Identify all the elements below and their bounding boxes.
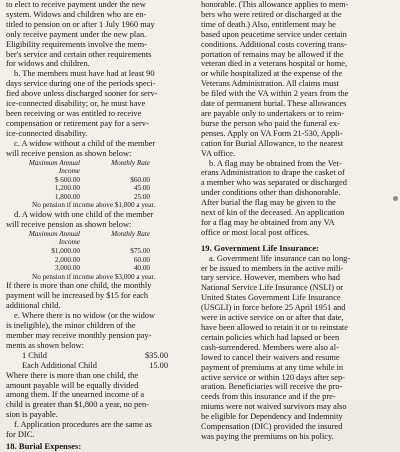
paragraph-line: ice-connected disability; or, he must have (6, 99, 146, 109)
paragraph-line: additional child. (6, 301, 61, 311)
paragraph-line: sion is payable. (6, 410, 58, 420)
paragraph-line: be filed with the VA within 2 years from the (201, 89, 349, 99)
paragraph-line: among them. If the unearned income of a (6, 390, 145, 400)
table-row (6, 184, 188, 193)
paragraph-line: payment of premiums at any time while in (201, 362, 344, 372)
paragraph-line: payment will be increased by $15 for each (6, 291, 149, 301)
table-note: No pension if income above $1,800 a year. (32, 201, 156, 210)
paragraph-line: honorable. (This allowance applies to mem- (201, 0, 349, 9)
table-row (6, 193, 188, 202)
paragraph-line: based upon peacetime service under certain (201, 29, 347, 39)
paragraph-line: er be issued to members in the active mili- (201, 263, 344, 273)
paragraph-line: ice-connected disability. (6, 128, 88, 138)
table-cell-income: $1,000.00 (51, 247, 80, 256)
schedule-row (6, 351, 188, 361)
table-col-header: Maximum Annual Income (28, 229, 80, 247)
table-cell-rate: $60.00 (130, 175, 150, 184)
right-column (201, 0, 384, 442)
paragraph-line: ments as shown below: (6, 340, 84, 350)
paragraph-line: Where there is more than one child, the (6, 370, 139, 380)
paragraph-line: titled to pension on or after 1 July 1960 may (6, 19, 155, 29)
left-column (6, 0, 188, 452)
paragraph-line: b. A flag may be obtained from the Vet- (209, 158, 342, 168)
paragraph-line: for DIC. (6, 430, 35, 440)
paragraph-line: were in active service on or after that date, (201, 313, 344, 323)
table-cell-rate: 60.00 (133, 255, 150, 264)
paragraph-line: e. Where there is no widow (or the widow (14, 311, 156, 321)
table-row (6, 176, 188, 185)
paragraph-line: active service or within 120 days after sep- (201, 372, 345, 382)
paragraph-line: United States Government Life Insurance (201, 293, 341, 303)
paragraph-line: If there is more than one child, the monthly (6, 281, 152, 291)
paragraph-line: days service during one of the periods speci- (6, 79, 156, 89)
table-note: No pension if income above $3,000 a year. (32, 272, 156, 281)
paragraph-line: (USGLI) in force before 25 April 1951 and (201, 303, 346, 313)
schedule-row (6, 361, 188, 371)
table-row (6, 264, 188, 273)
paragraph-line: will receive pension as shown below: (6, 148, 132, 158)
paragraph-line: cash-surrendered. Members were also al- (201, 342, 339, 352)
section-heading: 19. Government Life Insurance: (201, 242, 319, 253)
paragraph-line: to elect to receive payment under the new (6, 0, 146, 9)
paragraph-line: for widows and children. (6, 59, 90, 69)
table-cell-rate: 45.00 (133, 184, 150, 193)
paragraph-line: compensation or retirement pay for a serv- (6, 118, 149, 128)
paragraph-line: miums were not waived survivors may also (201, 402, 347, 412)
table-cell-rate: 40.00 (133, 264, 150, 273)
paragraph-line: National Service Life Insurance (NSLI) or (201, 283, 344, 293)
schedule-label: Each Additional Child (22, 360, 97, 370)
table-col-header: Monthly Rate (111, 158, 150, 167)
table-header (6, 230, 188, 247)
paragraph-line: under conditions other than dishonorable. (201, 188, 341, 198)
table-cell-income: 2,000.00 (54, 255, 80, 264)
paragraph-line: been receiving or was entitled to receive (6, 108, 142, 118)
paragraph-line: amount payable will be equally divided (6, 380, 139, 390)
paragraph-line: After burial the flag may be given to the (201, 198, 336, 208)
paragraph-line: b. The members must have had at least 90 (14, 69, 155, 79)
paragraph-line: fied above unless discharged sooner for serv- (6, 89, 158, 99)
paragraph-line: certain policies which had lapsed or been (201, 332, 340, 342)
schedule-label: 1 Child (22, 350, 47, 360)
schedule-amount: 15.00 (149, 360, 168, 370)
punch-hole-mark (393, 196, 398, 201)
paragraph-line: time of death.) Also, entitlement may be (201, 19, 336, 29)
paragraph-line: or while hospitalized at the expense of the (201, 69, 343, 79)
schedule-amount: $35.00 (144, 350, 168, 360)
paragraph-line: conditions. Additional costs covering trans- (201, 39, 347, 49)
table-cell-rate: 25.00 (133, 192, 150, 201)
paragraph-line: erans Administration to drape the casket of (201, 168, 345, 178)
paragraph-line: burse the person who paid the funeral ex- (201, 118, 340, 128)
paragraph-line: will receive pension as shown below: (6, 219, 132, 229)
paragraph-line: system. Widows and children who are en- (6, 9, 147, 19)
paragraph-line: date of permanent burial. These allowances (201, 99, 347, 109)
paragraph-line: c. A widow without a child of the member (14, 138, 156, 148)
paragraph-line: are payable only to undertakers or to reim- (201, 108, 345, 118)
paragraph-line: a member who was separated or discharged (201, 178, 347, 188)
table-col-header: Monthly Rate (111, 229, 150, 238)
table-cell-income: $ 600.00 (54, 175, 80, 184)
paragraph-line: tary service. However, members who had (201, 273, 340, 283)
table-col-header: Maximum Annual Income (28, 158, 80, 176)
paragraph-line: Veterans Administration. All claims must (201, 79, 339, 89)
paragraph-line: bers who were retired or discharged at the (201, 9, 342, 19)
paragraph-line: office or most local post offices. (201, 227, 310, 237)
paragraph-line: portation of remains may be allowed if the (201, 49, 344, 59)
paragraph-line: only receive payment under the new plan. (6, 29, 147, 39)
paragraph-line: ceeds from this insurance and if the pre- (201, 392, 336, 402)
paragraph-line: f. Application procedures are the same as (14, 420, 152, 430)
paragraph-line: lowed to cancel their waivers and resume (201, 352, 340, 362)
paragraph-line: cation for Burial Allowance, to the nearest (201, 138, 344, 148)
table-cell-income: 1,800.00 (54, 192, 80, 201)
paragraph-line: VA office. (201, 148, 236, 158)
paragraph-line: Compensation (DIC) provided the insured (201, 422, 343, 432)
table-header (6, 159, 188, 176)
section-heading: 18. Burial Expenses: (6, 440, 82, 451)
paragraph-line: be eligible for Dependency and Indemnity (201, 412, 343, 422)
paragraph-line: have been allowed to retain it or to reinstate (201, 323, 348, 332)
table-cell-rate: $75.00 (130, 247, 150, 256)
paragraph-line: member may receive monthly pension pay- (6, 330, 152, 340)
spacer (201, 238, 384, 242)
paragraph-line: penses. Apply on VA Form 21-530, Appli- (201, 128, 343, 138)
paragraph-line: a. Government life insurance can no long- (209, 253, 351, 263)
paragraph-line: was paying the premiums on his policy. (201, 431, 334, 441)
table-cell-income: 3,000.00 (54, 264, 80, 273)
paragraph-line: veteran died in a veterans hospital or home, (201, 59, 348, 69)
paragraph-line: ber's service and certain other requirements (6, 49, 152, 59)
paragraph-line: next of kin of the deceased. An application (201, 208, 345, 218)
table-cell-income: 1,200.00 (54, 184, 80, 193)
paragraph-line: Eligibility requirements involve the mem- (6, 39, 147, 49)
table-row (6, 247, 188, 256)
paragraph-line: d. A widow with one child of the member (14, 210, 154, 220)
paragraph-line: aration. Beneficiaries will receive the pro- (201, 382, 343, 392)
paragraph-line: child is greater than $1,800 a year, no pen- (6, 400, 149, 410)
paragraph-line: for a flag may be obtained from any VA (201, 217, 335, 227)
table-row (6, 256, 188, 265)
paragraph-line: is ineligible), the minor children of the (6, 321, 136, 331)
